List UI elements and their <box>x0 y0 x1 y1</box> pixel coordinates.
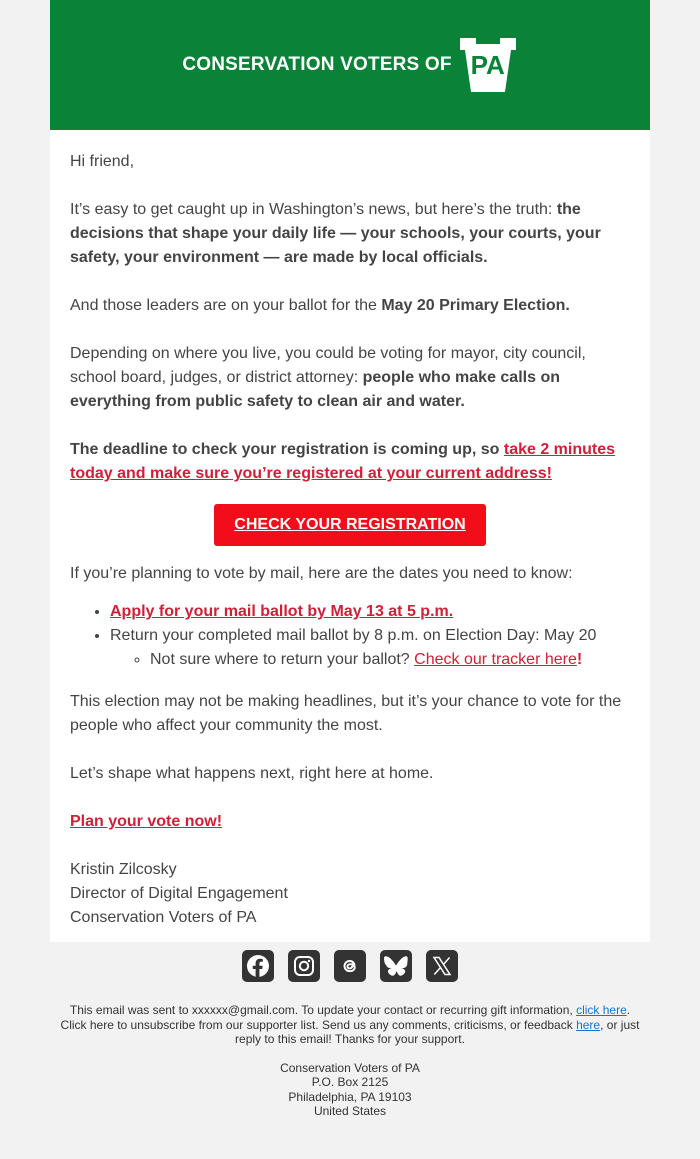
paragraph-intro: It’s easy to get caught up in Washington’s news, but here’s the truth: the decisions that shape your daily life — your schools, your courts, your safety, your environment — are made by local officials. <box>70 201 601 266</box>
signature-org: Conservation Voters of PA <box>70 909 257 926</box>
ballot-tracker-link[interactable]: Check our tracker here <box>414 651 577 668</box>
mailing-address: Conservation Voters of PA P.O. Box 2125 Philadelphia, PA 19103 United States <box>280 1060 420 1118</box>
paragraph-headlines: This election may not be making headlines, but it’s your chance to vote for the people who affect your community the most. <box>70 693 622 734</box>
list-item: • Return your completed mail ballot by 8 p.m. on Election Day: May 20 ◦ Not sure where to return your ballot? Check our tracker here! <box>110 624 630 672</box>
email-container <box>50 0 650 942</box>
list-item: ◦ Not sure where to return your ballot? Check our tracker here! <box>150 648 630 672</box>
plan-vote-link[interactable]: Plan your vote now! <box>70 813 223 830</box>
instagram-icon[interactable] <box>288 950 320 982</box>
email-body <box>50 130 650 942</box>
mail-intro: If you’re planning to vote by mail, here are the dates you need to know: <box>70 565 573 582</box>
social-links <box>0 950 700 982</box>
paragraph-plan <box>70 810 630 834</box>
check-registration-button[interactable]: CHECK YOUR REGISTRATION <box>214 504 486 546</box>
footer-notice: This email was sent to xxxxxx@gmail.com. To update your contact or recurring gift information, click here. Click here to unsubscribe from our supporter list. Send us any comments, criticisms, or feedback here, or just reply to this email! Thanks for your support. <box>60 1003 640 1046</box>
paragraph-deadline: The deadline to check your registration is coming up, so take 2 minutes today and make sure you’re registered at your current address! <box>70 441 616 482</box>
signature-name: Kristin Zilcosky <box>70 861 177 878</box>
email-footer <box>50 1003 650 1119</box>
x-icon[interactable] <box>426 950 458 982</box>
sub-list <box>150 648 630 672</box>
paragraph-ballot: And those leaders are on your ballot for the May 20 Primary Election. <box>70 297 570 314</box>
signature-title: Director of Digital Engagement <box>70 885 288 902</box>
feedback-link[interactable]: here <box>576 1017 601 1032</box>
facebook-icon[interactable] <box>242 950 274 982</box>
bluesky-icon[interactable] <box>380 950 412 982</box>
registration-link[interactable]: take 2 minutes today and make sure you’re registered at your current address! <box>70 441 616 482</box>
list-item <box>110 600 630 624</box>
update-info-link[interactable]: click here <box>576 1003 627 1017</box>
threads-icon[interactable] <box>334 950 366 982</box>
greeting: Hi friend, <box>70 153 135 170</box>
cta-wrapper <box>70 504 630 546</box>
org-logo[interactable] <box>182 38 517 92</box>
keystone-icon <box>458 38 518 92</box>
signature <box>70 858 630 930</box>
apply-mail-ballot-link[interactable]: Apply for your mail ballot by May 13 at 5 p.m. <box>110 603 454 620</box>
paragraph-offices: Depending on where you live, you could be voting for mayor, city council, school board, judges, or district attorney: people who make calls on everything from public safety to clean air and water. <box>70 345 586 410</box>
email-header <box>50 0 650 130</box>
mail-dates-list <box>110 600 630 672</box>
logo-badge: PA <box>470 50 505 80</box>
paragraph-shape: Let’s shape what happens next, right here at home. <box>70 765 434 782</box>
logo-text: CONSERVATION VOTERS OF <box>182 54 452 75</box>
